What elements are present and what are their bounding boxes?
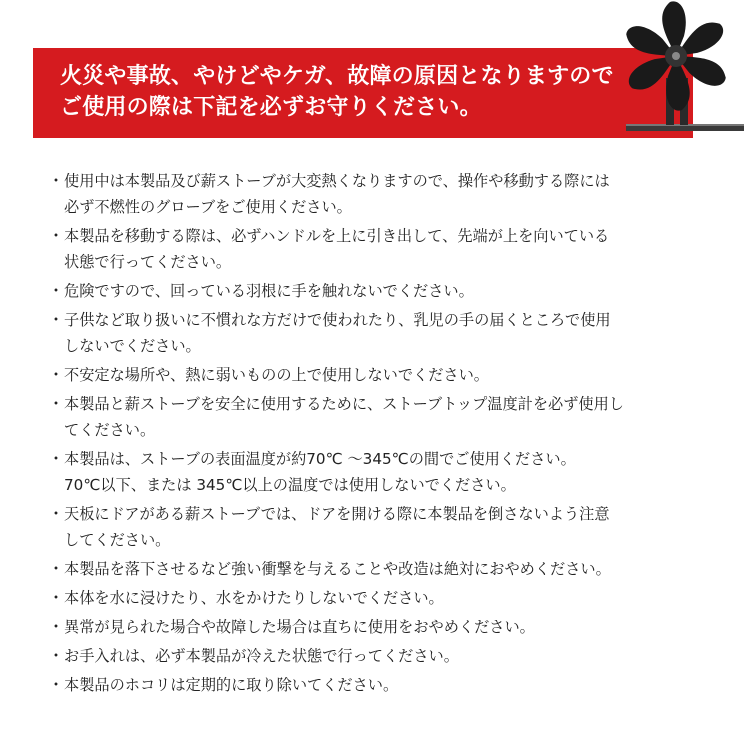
precaution-text — [64, 556, 728, 582]
bullet-mark: ・ — [48, 281, 65, 300]
bullet-mark: ・ — [48, 588, 65, 607]
precaution-text-line: 本製品のホコリは定期的に取り除いてください。 — [64, 676, 399, 694]
bullet-mark: ・ — [48, 617, 65, 636]
bullet-mark: ・ — [48, 171, 65, 190]
precautions-list — [48, 168, 728, 701]
precaution-text — [64, 223, 728, 275]
precaution-text-line: 70℃以下、または 345℃以上の温度では使用しないでください。 — [64, 476, 516, 494]
precaution-item — [48, 391, 728, 443]
bullet-mark: ・ — [48, 504, 65, 523]
precaution-text-line: してください。 — [64, 531, 171, 549]
bullet-mark: ・ — [48, 449, 65, 468]
precaution-text-line: 天板にドアがある薪ストーブでは、ドアを開ける際に本製品を倒さないよう注意 — [64, 505, 610, 523]
bullet-mark: ・ — [48, 365, 65, 384]
precaution-text-line: 状態で行ってください。 — [64, 253, 232, 271]
precaution-item — [48, 585, 728, 611]
precaution-text-line: 本製品は、ストーブの表面温度が約70℃ ～345℃の間でご使用ください。 — [64, 450, 576, 468]
precaution-text-line: 本製品と薪ストーブを安全に使用するために、ストーブトップ温度計を必ず使用し — [64, 395, 624, 413]
precaution-text — [64, 362, 728, 388]
warning-banner — [33, 48, 693, 138]
precaution-text-line: てください。 — [64, 421, 156, 439]
precaution-item — [48, 278, 728, 304]
precaution-text-line: 必ず不燃性のグローブをご使用ください。 — [64, 198, 352, 216]
precaution-text — [64, 614, 728, 640]
warning-headline-line-2: ご使用の際は下記を必ずお守りください。 — [60, 95, 482, 120]
precaution-text — [64, 585, 728, 611]
bullet-mark: ・ — [48, 646, 65, 665]
precaution-text-line: しないでください。 — [64, 337, 201, 355]
precaution-text-line: 不安定な場所や、熱に弱いものの上で使用しないでください。 — [64, 366, 489, 384]
precaution-text — [64, 643, 728, 669]
precaution-item — [48, 614, 728, 640]
precaution-text — [64, 672, 728, 698]
precaution-item — [48, 501, 728, 553]
precaution-item — [48, 168, 728, 220]
precaution-text — [64, 168, 728, 220]
precaution-item — [48, 362, 728, 388]
bullet-mark: ・ — [48, 559, 65, 578]
precaution-text — [64, 446, 728, 498]
precaution-item — [48, 643, 728, 669]
warning-headline-line-1: 火災や事故、やけどやケガ、故障の原因となりますので — [60, 64, 614, 89]
precaution-text-line: お手入れは、必ず本製品が冷えた状態で行ってください。 — [64, 647, 459, 665]
precaution-item — [48, 446, 728, 498]
precaution-text-line: 子供など取り扱いに不慣れな方だけで使われたり、乳児の手の届くところで使用 — [64, 311, 611, 329]
precaution-text — [64, 307, 728, 359]
precaution-text — [64, 501, 728, 553]
bullet-mark: ・ — [48, 226, 65, 245]
precaution-text-line: 異常が見られた場合や故障した場合は直ちに使用をおやめください。 — [64, 618, 535, 636]
precaution-text-line: 本製品を移動する際は、必ずハンドルを上に引き出して、先端が上を向いている — [64, 227, 610, 245]
precaution-item — [48, 307, 728, 359]
stove-fan-icon — [614, 0, 750, 140]
precaution-text-line: 危険ですので、回っている羽根に手を触れないでください。 — [64, 282, 474, 300]
precaution-text-line: 本体を水に浸けたり、水をかけたりしないでください。 — [64, 589, 444, 607]
precaution-item — [48, 672, 728, 698]
precaution-text-line: 本製品を落下させるなど強い衝撃を与えることや改造は絶対におやめください。 — [64, 560, 611, 578]
precaution-text — [64, 391, 728, 443]
precaution-text — [64, 278, 728, 304]
bullet-mark: ・ — [48, 310, 65, 329]
bullet-mark: ・ — [48, 675, 65, 694]
precaution-text-line: 使用中は本製品及び薪ストーブが大変熱くなりますので、操作や移動する際には — [64, 172, 610, 190]
precaution-item — [48, 223, 728, 275]
precaution-item — [48, 556, 728, 582]
bullet-mark: ・ — [48, 394, 65, 413]
